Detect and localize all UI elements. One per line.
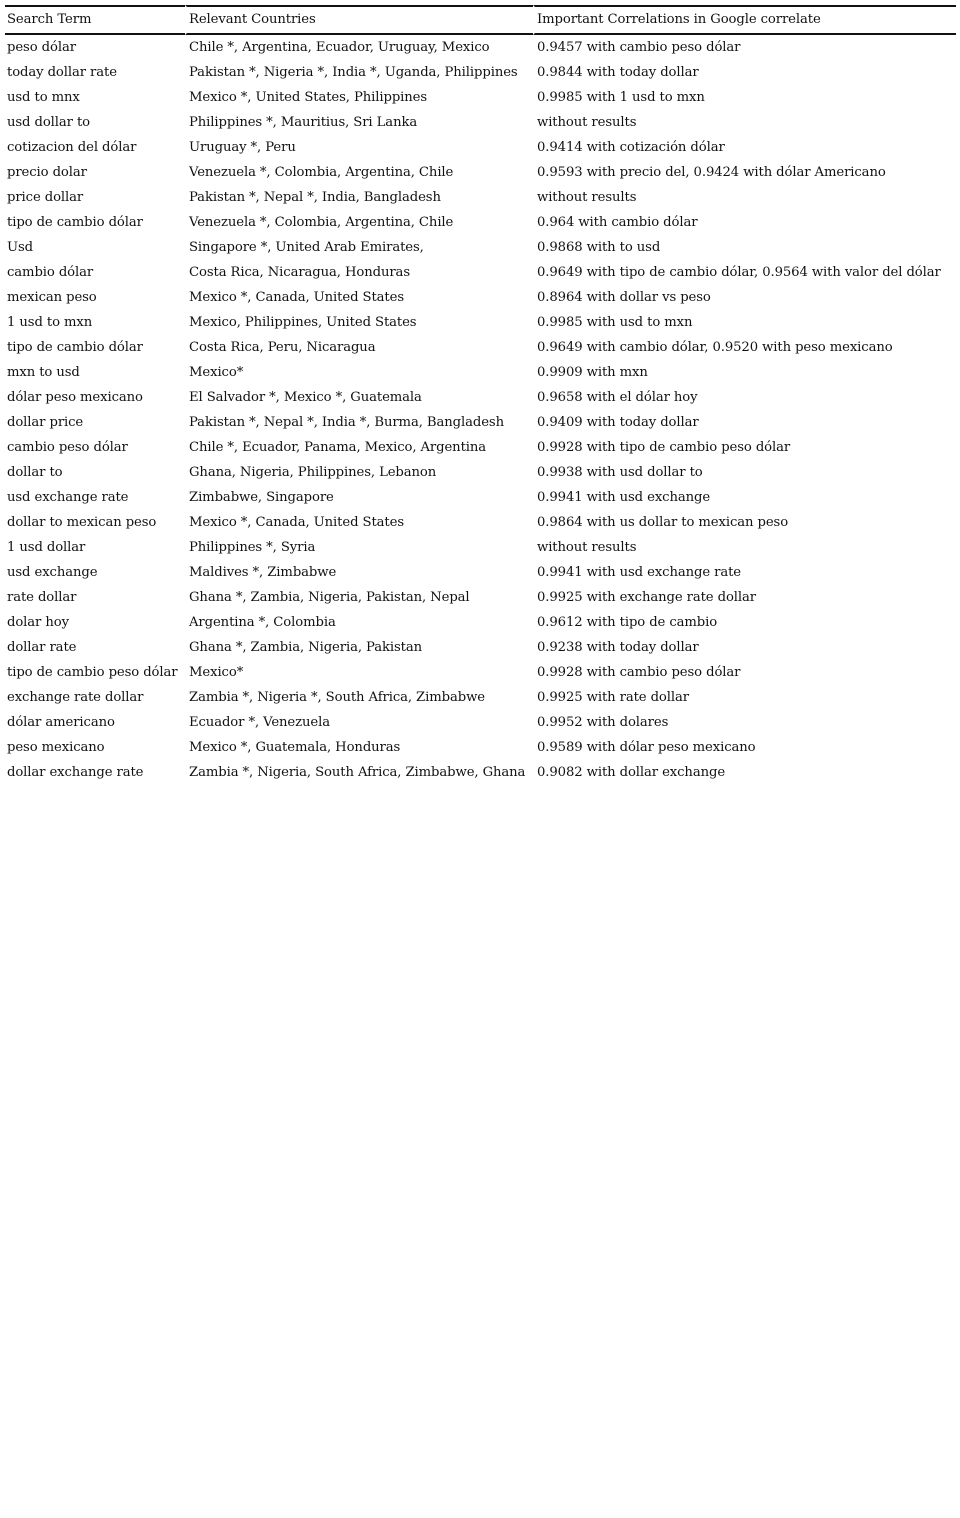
cell-search-term: dolar hoy	[7, 615, 69, 630]
cell-search-term: exchange rate dollar	[7, 690, 144, 705]
cell-relevant-countries: Mexico *, United States, Philippines	[185, 85, 533, 110]
cell-relevant-countries: Mexico*	[185, 360, 533, 385]
cell-search-term: usd dollar to	[7, 115, 91, 130]
cell-search-term: mexican peso	[7, 290, 97, 305]
cell-relevant-countries: Chile *, Ecuador, Panama, Mexico, Argentina	[185, 435, 533, 460]
cell-relevant-countries: Pakistan *, Nepal *, India *, Burma, Bangladesh	[185, 410, 533, 435]
table-row	[5, 85, 956, 110]
table-row	[5, 585, 956, 610]
table-row	[5, 135, 956, 160]
table-body	[5, 35, 956, 785]
header-row	[5, 5, 956, 35]
cell-correlations: 0.9925 with rate dollar	[533, 685, 956, 710]
table-row	[5, 435, 956, 460]
table-row	[5, 385, 956, 410]
cell-search-term: tipo de cambio dólar	[7, 340, 143, 355]
cell-correlations: without results	[533, 110, 956, 135]
cell-relevant-countries: Philippines *, Mauritius, Sri Lanka	[185, 110, 533, 135]
cell-correlations: 0.9238 with today dollar	[533, 635, 956, 660]
cell-correlations: 0.9925 with exchange rate dollar	[533, 585, 956, 610]
table-row	[5, 260, 956, 285]
header-important-correlations: Important Correlations in Google correlate	[533, 5, 956, 35]
cell-relevant-countries: Argentina *, Colombia	[185, 610, 533, 635]
cell-search-term: rate dollar	[7, 590, 77, 605]
cell-search-term: dollar price	[7, 415, 84, 430]
cell-search-term: dollar rate	[7, 640, 77, 655]
header-relevant-countries: Relevant Countries	[185, 5, 533, 35]
cell-correlations: 0.9985 with 1 usd to mxn	[533, 85, 956, 110]
cell-relevant-countries: Ghana *, Zambia, Nigeria, Pakistan	[185, 635, 533, 660]
cell-correlations: without results	[533, 185, 956, 210]
cell-relevant-countries: Singapore *, United Arab Emirates,	[185, 235, 533, 260]
cell-search-term: usd exchange	[7, 565, 98, 580]
cell-search-term: peso mexicano	[7, 740, 105, 755]
cell-search-term: precio dolar	[7, 165, 87, 180]
cell-relevant-countries: Mexico*	[185, 660, 533, 685]
cell-search-term: dollar to mexican peso	[7, 515, 157, 530]
table-row	[5, 485, 956, 510]
cell-relevant-countries: Costa Rica, Nicaragua, Honduras	[185, 260, 533, 285]
cell-relevant-countries: Pakistan *, Nigeria *, India *, Uganda, Philippines	[185, 60, 533, 85]
table-row	[5, 160, 956, 185]
cell-correlations: 0.9952 with dolares	[533, 710, 956, 735]
table-row	[5, 710, 956, 735]
table-row	[5, 560, 956, 585]
cell-relevant-countries: Mexico *, Canada, United States	[185, 285, 533, 310]
cell-search-term: cambio peso dólar	[7, 440, 128, 455]
table-row	[5, 360, 956, 385]
header-search-term: Search Term	[5, 5, 185, 35]
cell-correlations: 0.8964 with dollar vs peso	[533, 285, 956, 310]
cell-correlations: 0.9864 with us dollar to mexican peso	[533, 510, 956, 535]
cell-relevant-countries: Mexico *, Canada, United States	[185, 510, 533, 535]
cell-correlations: 0.9941 with usd exchange rate	[533, 560, 956, 585]
cell-relevant-countries: Mexico *, Guatemala, Honduras	[185, 735, 533, 760]
cell-search-term: today dollar rate	[7, 65, 117, 80]
cell-relevant-countries: Costa Rica, Peru, Nicaragua	[185, 335, 533, 360]
table-row	[5, 285, 956, 310]
cell-relevant-countries: Zambia *, Nigeria *, South Africa, Zimbabwe	[185, 685, 533, 710]
cell-relevant-countries: Venezuela *, Colombia, Argentina, Chile	[185, 160, 533, 185]
cell-search-term: dollar exchange rate	[7, 765, 144, 780]
table-row	[5, 610, 956, 635]
cell-relevant-countries: Philippines *, Syria	[185, 535, 533, 560]
correlation-table-container	[5, 5, 956, 785]
cell-correlations: 0.9589 with dólar peso mexicano	[533, 735, 956, 760]
cell-search-term: Usd	[7, 240, 34, 255]
table-header	[5, 5, 956, 35]
cell-search-term: dollar to	[7, 465, 63, 480]
cell-correlations: 0.9414 with cotización dólar	[533, 135, 956, 160]
table-row	[5, 685, 956, 710]
table-row	[5, 335, 956, 360]
cell-search-term: cambio dólar	[7, 265, 94, 280]
cell-relevant-countries: Ecuador *, Venezuela	[185, 710, 533, 735]
search-term-correlation-table	[5, 5, 956, 785]
table-row	[5, 535, 956, 560]
cell-relevant-countries: Ghana, Nigeria, Philippines, Lebanon	[185, 460, 533, 485]
cell-correlations: 0.9928 with cambio peso dólar	[533, 660, 956, 685]
cell-correlations: 0.9868 with to usd	[533, 235, 956, 260]
cell-correlations: 0.9649 with tipo de cambio dólar, 0.9564 with valor del dólar	[533, 260, 956, 285]
cell-correlations: without results	[533, 535, 956, 560]
cell-relevant-countries: Zimbabwe, Singapore	[185, 485, 533, 510]
cell-search-term: 1 usd dollar	[7, 540, 86, 555]
cell-correlations: 0.9658 with el dólar hoy	[533, 385, 956, 410]
cell-relevant-countries: Ghana *, Zambia, Nigeria, Pakistan, Nepal	[185, 585, 533, 610]
cell-search-term: tipo de cambio peso dólar	[7, 665, 178, 680]
cell-search-term: dólar peso mexicano	[7, 390, 143, 405]
table-row	[5, 310, 956, 335]
cell-search-term: mxn to usd	[7, 365, 80, 380]
table-row	[5, 460, 956, 485]
table-row	[5, 510, 956, 535]
table-row	[5, 110, 956, 135]
cell-search-term: usd to mnx	[7, 90, 80, 105]
table-row	[5, 735, 956, 760]
cell-search-term: tipo de cambio dólar	[7, 215, 143, 230]
cell-relevant-countries: Pakistan *, Nepal *, India, Bangladesh	[185, 185, 533, 210]
cell-relevant-countries: Mexico, Philippines, United States	[185, 310, 533, 335]
cell-relevant-countries: Zambia *, Nigeria, South Africa, Zimbabwe, Ghana	[185, 760, 533, 785]
cell-relevant-countries: Maldives *, Zimbabwe	[185, 560, 533, 585]
table-row	[5, 660, 956, 685]
table-row	[5, 410, 956, 435]
cell-correlations: 0.964 with cambio dólar	[533, 210, 956, 235]
cell-search-term: usd exchange rate	[7, 490, 129, 505]
cell-relevant-countries: Chile *, Argentina, Ecuador, Uruguay, Mexico	[185, 35, 533, 60]
cell-correlations: 0.9593 with precio del, 0.9424 with dólar Americano	[533, 160, 956, 185]
cell-search-term: cotizacion del dólar	[7, 140, 137, 155]
table-row	[5, 60, 956, 85]
table-row	[5, 35, 956, 60]
table-row	[5, 635, 956, 660]
cell-search-term: 1 usd to mxn	[7, 315, 93, 330]
cell-correlations: 0.9985 with usd to mxn	[533, 310, 956, 335]
table-row	[5, 760, 956, 785]
cell-correlations: 0.9409 with today dollar	[533, 410, 956, 435]
cell-relevant-countries: Venezuela *, Colombia, Argentina, Chile	[185, 210, 533, 235]
cell-correlations: 0.9082 with dollar exchange	[533, 760, 956, 785]
table-row	[5, 235, 956, 260]
cell-correlations: 0.9938 with usd dollar to	[533, 460, 956, 485]
table-row	[5, 185, 956, 210]
cell-relevant-countries: Uruguay *, Peru	[185, 135, 533, 160]
cell-correlations: 0.9844 with today dollar	[533, 60, 956, 85]
cell-search-term: price dollar	[7, 190, 84, 205]
cell-search-term: dólar americano	[7, 715, 115, 730]
cell-correlations: 0.9909 with mxn	[533, 360, 956, 385]
cell-correlations: 0.9457 with cambio peso dólar	[533, 35, 956, 60]
cell-relevant-countries: El Salvador *, Mexico *, Guatemala	[185, 385, 533, 410]
table-row	[5, 210, 956, 235]
cell-correlations: 0.9612 with tipo de cambio	[533, 610, 956, 635]
cell-correlations: 0.9941 with usd exchange	[533, 485, 956, 510]
cell-search-term: peso dólar	[7, 40, 76, 55]
cell-correlations: 0.9649 with cambio dólar, 0.9520 with peso mexicano	[533, 335, 956, 360]
cell-correlations: 0.9928 with tipo de cambio peso dólar	[533, 435, 956, 460]
